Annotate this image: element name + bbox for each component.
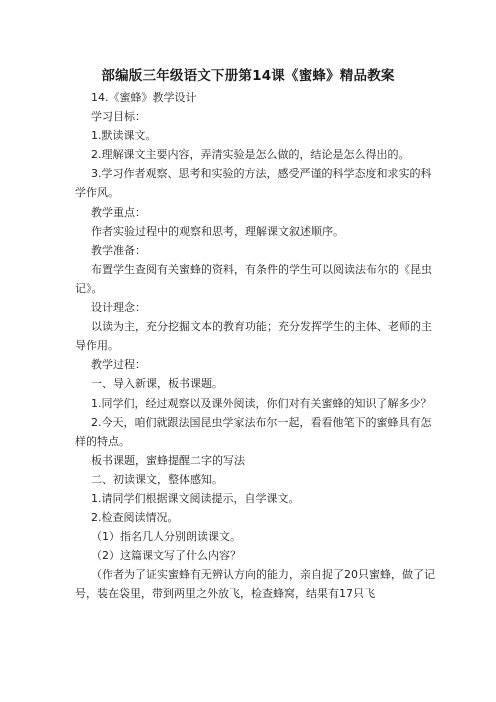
paragraph-answer: （作者为了证实蜜蜂有无辨认方向的能力，亲自捉了20只蜜蜂，做了记号，装在袋里，带到两里之外放飞，检查蜂窝，结果有17只飞 [75, 568, 435, 601]
paragraph-concept-label: 设计理念： [91, 301, 146, 315]
paragraph-concept: 以读为主，充分挖掘文本的教育功能；充分发挥学生的主体、老师的主导作用。 [75, 320, 432, 353]
paragraph-objective-2: 2.理解课文主要内容，弄清实验是怎么做的，结论是怎么得出的。 [91, 148, 410, 162]
paragraph-objective-1: 1.默读课文。 [91, 129, 157, 143]
paragraph-objective-3: 3.学习作者观察、思考和实验的方法，感受严谨的科学态度和求实的科学作风。 [75, 167, 432, 200]
paragraph-step-1-1: 1.同学们，经过观察以及课外阅读，你们对有关蜜蜂的知识了解多少？ [91, 396, 432, 410]
paragraph-key-points-label: 教学重点： [91, 205, 146, 219]
paragraph-step-2-2-b: （2）这篇课文写了什么内容？ [91, 549, 241, 563]
paragraph-preparation: 布置学生查阅有关蜜蜂的资料，有条件的学生可以阅读法布尔的《昆虫记》。 [75, 262, 432, 295]
document-body [75, 88, 435, 604]
paragraph-step-2-1: 1.请同学们根据课文阅读提示，自学课文。 [91, 491, 300, 505]
paragraph-key-points: 作者实验过程中的观察和思考，理解课文叙述顺序。 [91, 224, 344, 238]
paragraph-step-1-2: 2.今天，咱们就跟法国昆虫学家法布尔一起，看看他笔下的蜜蜂具有怎样的特点。 [75, 415, 432, 448]
paragraph-lesson-heading: 14.《蜜蜂》教学设计 [91, 91, 197, 104]
paragraph-section-2: 二、初读课文，整体感知。 [91, 472, 223, 486]
paragraph-step-2-2-a: （1）指名几人分别朗读课文。 [91, 530, 241, 544]
paragraph-section-1: 一、导入新课，板书课题。 [91, 377, 223, 391]
document-title: 部编版三年级语文下册第14课《蜜蜂》精品教案 [101, 68, 395, 84]
paragraph-board-title: 板书课题，蜜蜂提醒二字的写法 [91, 453, 245, 467]
paragraph-preparation-label: 教学准备： [91, 243, 146, 257]
paragraph-step-2-2: 2.检查阅读情况。 [91, 511, 179, 525]
paragraph-objectives-label: 学习目标： [91, 110, 146, 124]
paragraph-process-label: 教学过程： [91, 358, 146, 372]
